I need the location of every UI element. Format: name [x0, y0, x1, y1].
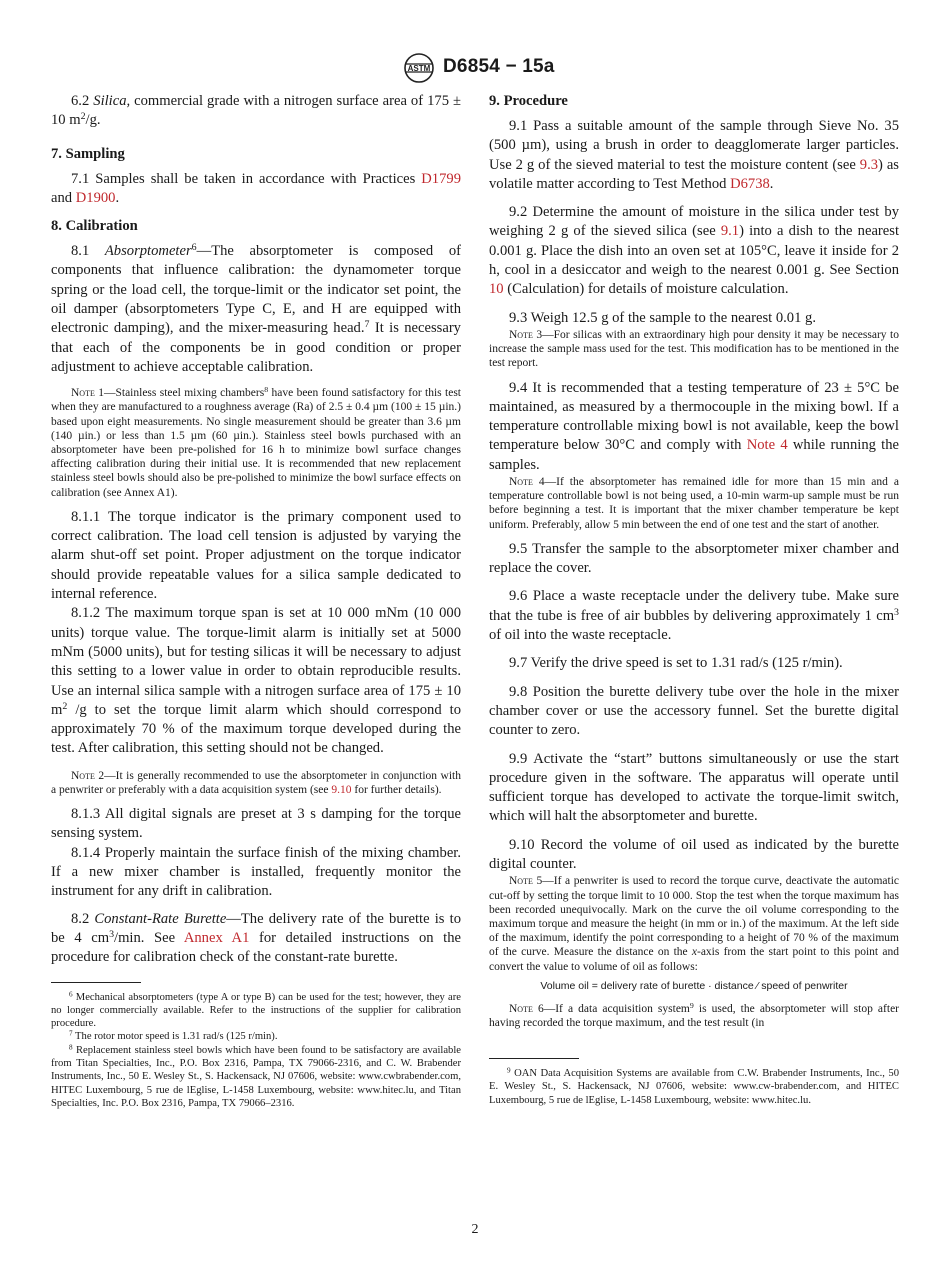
- ref-note-4-link[interactable]: Note 4: [746, 437, 788, 454]
- footnote-divider: [51, 982, 141, 983]
- footnote-9: $^9$ OAN Data Acquisition Systems are available from C.W. Brabender Instruments, Inc., 50 E. Wesley St., S. Hackensack, NJ 07606, website: www.cw-brabender.com, and HITEC Luxembourg, 5 rue de lEglise, L-1458 Luxembourg, website: www.hitec.lu.: [489, 1066, 899, 1106]
- section-9-5: 9.5 Transfer the sample to the absorptometer mixer chamber and replace the cover.: [489, 540, 899, 577]
- footnote-7: $^7$ The rotor motor speed is 1.31 rad/s (125 r/min).: [69, 1029, 278, 1043]
- note-2: Note 2—It is generally recommended to use the absorptometer in conjunction with a penwriter or preferably with a data acquisition system (see 9.10 for further details).: [51, 769, 461, 796]
- section-9-2: 9.2 Determine the amount of moisture in the silica under test by weighing 2 g of the sieved silica (see 9.1) into a dish to the nearest 0.001 g. Place the dish into an oven set at 105°C, leave it inside for 2 h, cool in a desiccator and weigh to the nearest 0.001 g. See Section 10 (Calculation) for details of moisture calculation.: [489, 204, 899, 298]
- note-5: Note 5—If a penwriter is used to record the torque curve, deactivate the automatic cut-off by setting the torque limit to 10 000. Stop the test when the torque maximum has been recorded unequivocally. Mark on the curve the oil volume corresponding to the maximum torque and measure the height (in mm or in.) of the maximum. At the left side of the maximum, identify the point corresponding to a height of 70 % of the maximum of the curve. Measure the distance on the x-axis from the start point to this point and convert the value to volume of oil as follows:: [489, 875, 899, 973]
- section-6-2: 6.2 Silica, commercial grade with a nitrogen surface area of 175 ± 10 $m^2/g$.: [51, 93, 461, 129]
- section-9-3: 9.3 Weigh 12.5 g of the sample to the nearest 0.01 g.: [509, 309, 816, 326]
- ref-d6738-link[interactable]: D6738: [730, 175, 770, 192]
- note-3: Note 3—For silicas with an extraordinary high pour density it may be necessary to increase the sample mass used for the test. This modification has to be mentioned in the test report.: [489, 328, 899, 370]
- section-8-1-2: 8.1.2 The maximum torque span is set at 10 000 mNm (10 000 units) torque value. The torque-limit alarm is initially set at 5000 mNm (5000 units), but for testing silicas it will be necessary to adjust this setting to a lower value in order to obtain reproducible results. Use an internal silica sample with a nitrogen surface area of 175 ± 10 $m^2$ /g to set the torque limit alarm which should correspond to approximately 70 % of the maximum torque developed during the test. After calibration, this setting should not be changed.: [51, 605, 461, 757]
- right-column: [489, 92, 899, 1107]
- heading-procedure: 9. Procedure: [489, 93, 568, 109]
- ref-annex-a1-link[interactable]: Annex A1: [183, 929, 250, 946]
- section-9-4: 9.4 It is recommended that a testing temperature of 23 ± 5°C be maintained, as measured by a thermocouple in the mixing bowl. If a temperature controllable mixing bowl is not available, keep the bowl temperature below 30°C and comply with Note 4 while running the samples.: [489, 379, 899, 473]
- heading-sampling: 7. Sampling: [51, 145, 125, 162]
- ref-section-10-link[interactable]: 10: [489, 281, 504, 298]
- ref-9-3-link[interactable]: 9.3: [859, 156, 879, 173]
- astm-logo-icon: [402, 52, 436, 84]
- section-8-1-1: 8.1.1 The torque indicator is the primary component used to correct calibration. The load cell tension is adjusted by varying the alarm shut-off set point. Proper adjustment on the torque indicator should provide repeatable values for a silica sample dedicated to internal reference.: [51, 508, 461, 603]
- section-8-2: 8.2 Constant-Rate Burette—The delivery rate of the burette is to be 4 $cm^3/\min$. See Annex A1 for detailed instructions on the procedure for calibration check of the constant-rate burette.: [51, 910, 461, 966]
- section-9-10: 9.10 Record the volume of oil used as indicated by the burette digital counter.: [489, 836, 899, 873]
- note-4: Note 4—If the absorptometer has remained idle for more than 15 min and a temperature controllable bowl is not being used, a 10-min warm-up sample must be run before beginning a test. It is important that the mixer chamber temperature be kept uniform. Preferably, allow 5 min between the end of one test and the start of another.: [489, 476, 899, 531]
- section-8-1-4: 8.1.4 Properly maintain the surface finish of the mixing chamber. If a new mixer chamber is installed, frequently monitor the instrument for any drift in calibration.: [51, 844, 461, 900]
- heading-calibration: 8. Calibration: [51, 218, 138, 235]
- note-6: Note 6—If a data acquisition system$^9$ is used, the absorptometer will stop after having recorded the torque maximum, and the test result (in: [489, 1000, 899, 1029]
- section-9-7: 9.7 Verify the drive speed is set to 1.31 rad/s (125 r/min).: [509, 655, 843, 672]
- section-9-1: 9.1 Pass a suitable amount of the sample through Sieve No. 35 (500 µm), using a brush in order to deagglomerate larger particles. Use 2 g of the sieved material to test the moisture content (see 9.3) as volatile matter according to Test Method D6738.: [489, 118, 899, 192]
- oil-volume-formula: Volume oil = delivery rate of burette · distance ⁄ speed of penwriter: [540, 979, 848, 992]
- page-header: [0, 48, 950, 88]
- section-9-9: 9.9 Activate the “start” buttons simultaneously or use the start procedure given in the software. The apparatus will operate until sufficient torque has developed to activate the torque-limit switch, which will halt the absorptometer and burette.: [489, 750, 899, 825]
- note-1: Note 1—Stainless steel mixing chambers$^8$ have been found satisfactory for this test when they are manufactured to a roughness average (Ra) of 2.5 ± 0.4 µm (100 ± 15 µin.) based upon eight measurements. No single measurement should be greater than 3.6 µm (140 µin.) or less than 1.5 µm (60 µin.). Stainless steel bowls purchased with an absorptometer have been pre-polished for 16 h to minimize bowl surface changes affecting calibration during their initial use. It is recommended that new replacement stainless steel bowls should also be pre-polished to minimize the bowl surface effects on calibration (see Annex A1).: [51, 385, 461, 499]
- section-8-1-3: 8.1.3 All digital signals are preset at 3 s damping for the torque sensing system.: [51, 806, 461, 842]
- ref-9-1-link[interactable]: 9.1: [720, 223, 740, 240]
- footnote-divider-right: [489, 1058, 579, 1059]
- page-number: 2: [471, 1222, 479, 1237]
- footnote-8: $^8$ Replacement stainless steel bowls which have been found to be satisfactory are available from Titan Specialties, Inc., P.O. Box 2316, Pampa, TX 79066-2316, and C. W. Brabender Instruments, Inc., 50 E. Wesley St., S. Hackensack, NJ 07606, website: www.cwbrabender.com, HITEC Luxembourg, 5 rue de lEglise, L-1458 Luxembourg, website: www.hitec.lu, and Titan Specialties, Inc. P.O. Box 2316, Pampa, TX 79066–2316.: [51, 1043, 461, 1109]
- left-column: [51, 92, 461, 1110]
- section-7-1: 7.1 Samples shall be taken in accordance with Practices D1799 and D1900.: [51, 170, 461, 206]
- section-9-8: 9.8 Position the burette delivery tube over the hole in the mixer chamber cover or use the accessory funnel. Set the burette digital counter to zero.: [489, 683, 899, 739]
- ref-d1799-link[interactable]: D1799: [421, 170, 461, 187]
- svg-text:ASTM: ASTM: [407, 64, 431, 73]
- footnote-6: $^6$ Mechanical absorptometers (type A or type B) can be used for the test; however, they are no longer commercially available. Refer to the instructions of the supplier for calibration procedure.: [51, 989, 461, 1030]
- section-9-6: 9.6 Place a waste receptacle under the delivery tube. Make sure that the tube is free of air bubbles by delivering approximately 1 $cm^3$ of oil into the waste receptacle.: [489, 588, 899, 644]
- ref-9-10-link[interactable]: 9.10: [331, 783, 352, 796]
- standard-designation: D6854 − 15a: [443, 56, 555, 77]
- ref-d1900-link[interactable]: D1900: [75, 189, 116, 206]
- section-8-1: 8.1 Absorptometer$^6$—The absorptometer is composed of components that influence calibration: the dynamometer torque spring or the load cell, the torque-limit or the indicator set point, the oil damper (absorptometers Type C, E, and H are equipped with electronic damping), and the mixer-measuring head.$^7$ It is necessary that each of the components be in good condition or proper adjustment to achieve acceptable calibration.: [51, 242, 462, 375]
